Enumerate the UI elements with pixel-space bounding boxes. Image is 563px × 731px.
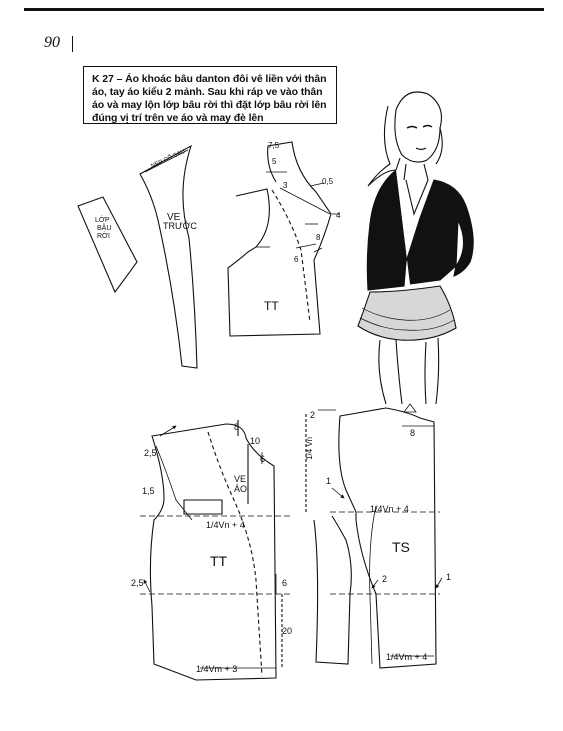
back-m-2: 2 (310, 410, 316, 420)
facing-label-1: VE (167, 212, 181, 223)
back-piece (306, 404, 440, 668)
front-m-25: 2,5 (131, 578, 144, 588)
collar-label-1: LỚP (95, 217, 110, 224)
page-number: 90 (44, 34, 60, 51)
back-hip: 1/4Vm + 4 (386, 652, 428, 662)
small-front-m6: 8 (316, 233, 321, 242)
fashion-figure (358, 92, 473, 404)
collar-label-3: RỜI (97, 233, 111, 240)
small-front-m4: 0,5 (322, 177, 334, 186)
front-hip: 1/4Vm + 3 (196, 664, 238, 674)
small-front-m1: 7,5 (268, 141, 280, 150)
small-front-piece (228, 142, 340, 336)
front-piece (140, 420, 292, 680)
small-front-m3: 3 (283, 181, 288, 190)
front-m-10: 10 (250, 436, 261, 446)
small-front-m5: 4 (336, 211, 341, 220)
back-m-2b: 2 (382, 574, 388, 584)
facing-label-2: TRƯỚC (163, 221, 197, 231)
back-m-1b: 1 (446, 572, 452, 582)
caption-line-4: đúng vị trí trên ve áo và may đè lên (92, 112, 264, 124)
collar-piece (78, 197, 137, 292)
front-m-15: 1,5 (142, 486, 155, 496)
facing-piece (140, 146, 197, 368)
small-front-m2: 5 (272, 157, 277, 166)
front-m-6b: 6 (282, 578, 288, 588)
front-m-20: 20 (282, 626, 293, 636)
front-m-left: 2,5 (144, 448, 157, 458)
front-lapel-1: VE (234, 474, 247, 484)
small-front-label: TT (264, 299, 279, 313)
back-bust: 1/4Vn + 4 (370, 504, 409, 514)
small-front-m7: 6 (294, 255, 299, 264)
front-bust: 1/4Vn + 4 (206, 520, 245, 530)
caption-line-3: áo và may lộn lớp bâu rời thì đặt lớp bâu rời lên (92, 99, 327, 111)
front-m-top: 8 (234, 422, 240, 432)
back-vn: 1/4 Vn (305, 436, 314, 460)
back-m-1: 1 (326, 476, 332, 486)
front-m-6: 6 (260, 454, 266, 464)
front-lapel-2: ÁO (234, 484, 248, 494)
back-label: TS (392, 539, 410, 555)
caption-line-2: áo, tay áo kiểu 2 mảnh. Sau khi ráp ve vào thân (92, 86, 323, 98)
front-label: TT (210, 553, 228, 569)
collar-label-2: BÂU (97, 225, 112, 232)
caption-line-1: K 27 – Áo khoác bâu danton đôi vê liền với thân (92, 73, 327, 85)
facing-tag: NẸP CỔ SAU (150, 148, 187, 170)
back-m-8: 8 (410, 428, 416, 438)
